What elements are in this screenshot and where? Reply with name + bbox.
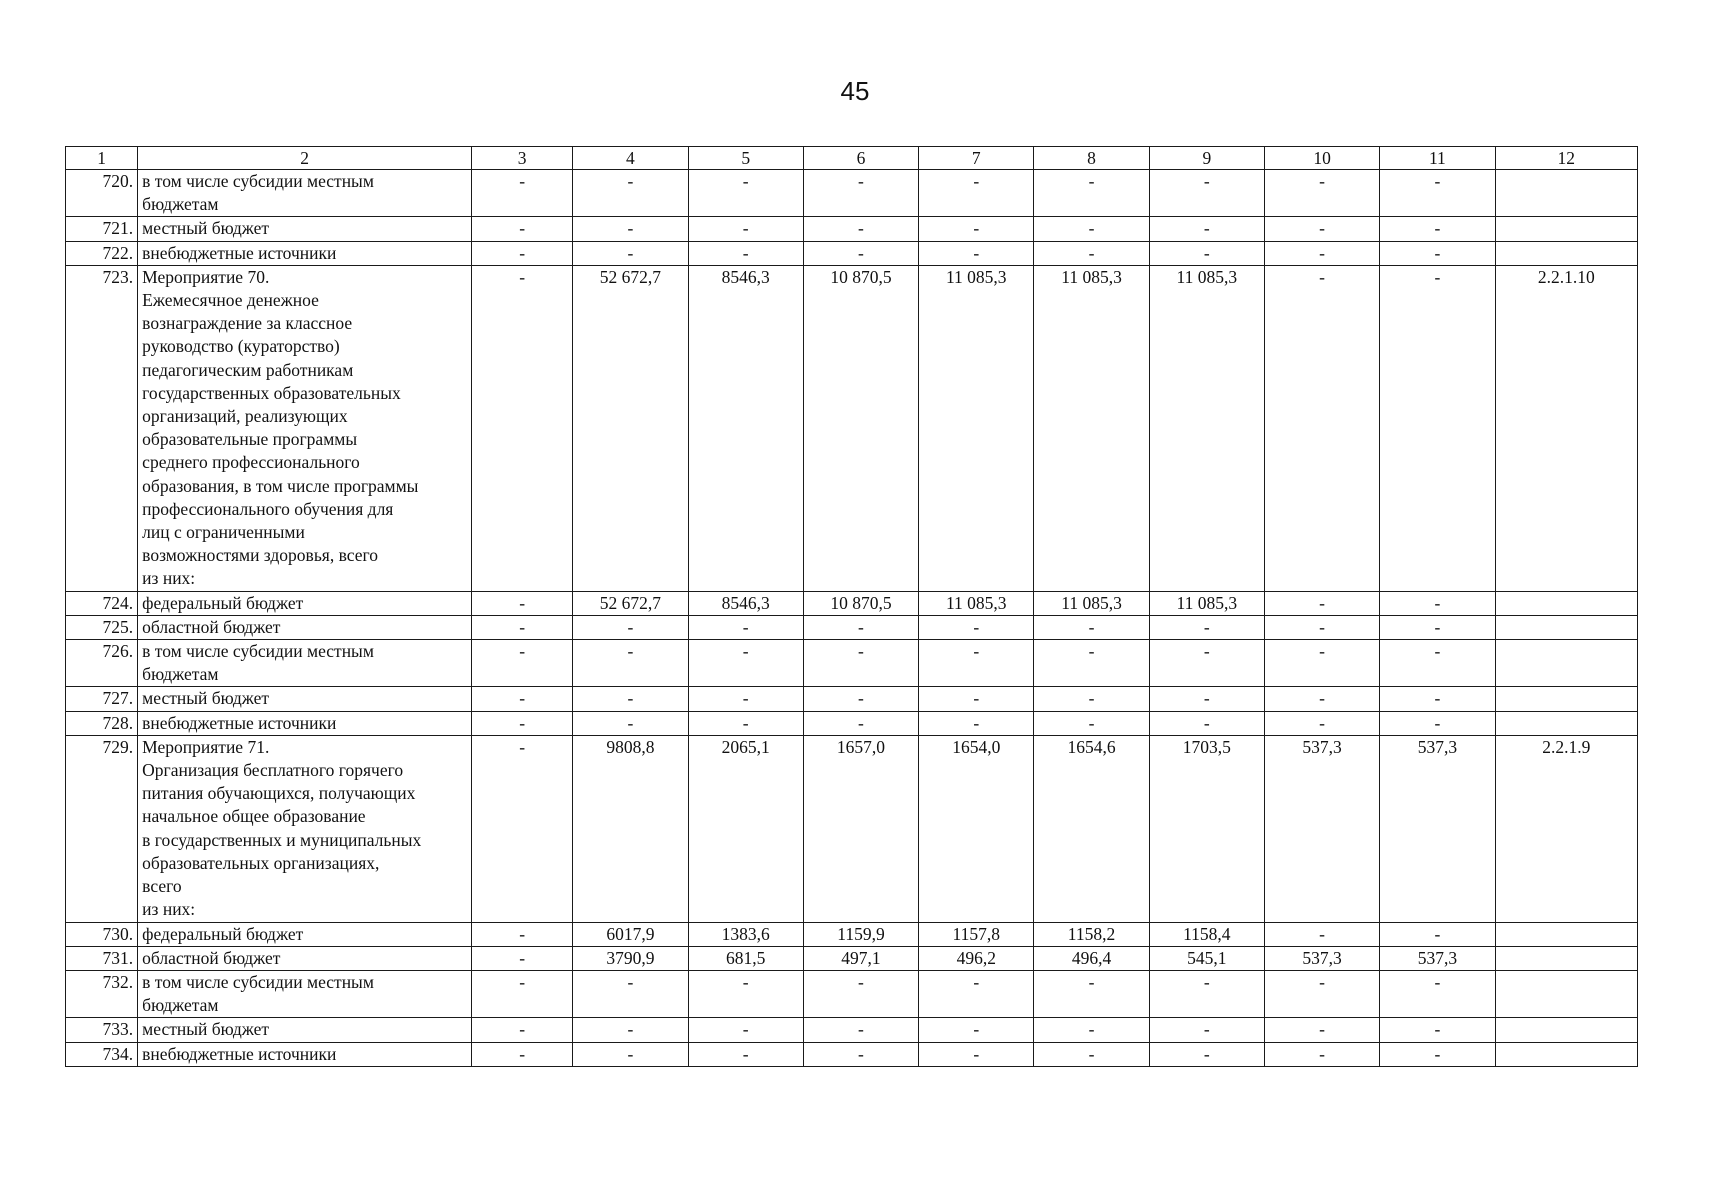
- value-cell: -: [1034, 640, 1149, 687]
- value-cell: -: [688, 970, 803, 1017]
- table-row: [66, 970, 1638, 1017]
- value-cell: -: [1149, 711, 1264, 735]
- description-line: среднего профессионального: [142, 452, 360, 473]
- description-line: в том числе субсидии местным: [142, 641, 374, 662]
- value-cell: 1383,6: [688, 922, 803, 946]
- table-row: [66, 735, 1638, 922]
- value-cell: 1654,6: [1034, 735, 1149, 922]
- row-number: 720.: [66, 170, 138, 217]
- value-cell: -: [1380, 687, 1495, 711]
- goal-code-cell: 2.2.1.10: [1495, 265, 1637, 591]
- row-description: [138, 591, 472, 615]
- value-cell: -: [803, 1042, 918, 1066]
- table-row: [66, 711, 1638, 735]
- value-cell: -: [573, 970, 688, 1017]
- table-row: [66, 640, 1638, 687]
- budget-table: [65, 146, 1638, 1067]
- value-cell: 3790,9: [573, 946, 688, 970]
- value-cell: -: [1264, 265, 1379, 591]
- row-description: [138, 265, 472, 591]
- value-cell: -: [472, 711, 573, 735]
- value-cell: 1158,4: [1149, 922, 1264, 946]
- description-line: из них:: [142, 899, 196, 920]
- value-cell: -: [1149, 615, 1264, 639]
- value-cell: -: [472, 735, 573, 922]
- description-line: педагогическим работникам: [142, 359, 354, 380]
- goal-code-cell: [1495, 170, 1637, 217]
- description-line: Ежемесячное денежное: [142, 290, 319, 311]
- value-cell: -: [803, 711, 918, 735]
- value-cell: -: [472, 922, 573, 946]
- value-cell: -: [573, 217, 688, 241]
- goal-code-cell: [1495, 640, 1637, 687]
- row-number: 731.: [66, 946, 138, 970]
- table-row: [66, 687, 1638, 711]
- value-cell: -: [919, 615, 1034, 639]
- table-row: [66, 922, 1638, 946]
- row-description: [138, 946, 472, 970]
- description-line: бюджетам: [142, 995, 219, 1016]
- row-description: [138, 1042, 472, 1066]
- value-cell: 545,1: [1149, 946, 1264, 970]
- value-cell: 537,3: [1264, 735, 1379, 922]
- value-cell: -: [1380, 711, 1495, 735]
- description-line: питания обучающихся, получающих: [142, 783, 416, 804]
- value-cell: -: [1264, 711, 1379, 735]
- value-cell: -: [1034, 170, 1149, 217]
- value-cell: -: [472, 1042, 573, 1066]
- description-line: в том числе субсидии местным: [142, 171, 374, 191]
- row-description: [138, 687, 472, 711]
- header-cell: 4: [573, 147, 688, 170]
- value-cell: -: [688, 1018, 803, 1042]
- row-number: 725.: [66, 615, 138, 639]
- description-line: образовательные программы: [142, 429, 358, 450]
- value-cell: -: [1034, 711, 1149, 735]
- value-cell: -: [688, 217, 803, 241]
- row-number: 733.: [66, 1018, 138, 1042]
- header-row: [66, 147, 1638, 170]
- description-line: руководство (кураторство): [142, 336, 340, 357]
- value-cell: 1654,0: [919, 735, 1034, 922]
- value-cell: 537,3: [1380, 735, 1495, 922]
- description-line: федеральный бюджет: [142, 923, 304, 944]
- value-cell: 52 672,7: [573, 265, 688, 591]
- description-line: образовательных организациях,: [142, 852, 380, 873]
- row-description: [138, 640, 472, 687]
- value-cell: -: [688, 711, 803, 735]
- row-number: 727.: [66, 687, 138, 711]
- value-cell: -: [919, 687, 1034, 711]
- description-line: бюджетам: [142, 194, 219, 215]
- value-cell: 10 870,5: [803, 265, 918, 591]
- row-number: 722.: [66, 241, 138, 265]
- goal-code-cell: [1495, 922, 1637, 946]
- table-row: [66, 1042, 1638, 1066]
- value-cell: -: [472, 591, 573, 615]
- value-cell: 496,4: [1034, 946, 1149, 970]
- row-number: 724.: [66, 591, 138, 615]
- value-cell: 537,3: [1380, 946, 1495, 970]
- value-cell: -: [1264, 1018, 1379, 1042]
- page-number: 45: [840, 76, 870, 106]
- value-cell: -: [919, 1042, 1034, 1066]
- value-cell: 1159,9: [803, 922, 918, 946]
- row-number: 723.: [66, 265, 138, 591]
- goal-code-cell: [1495, 1018, 1637, 1042]
- description-line: бюджетам: [142, 664, 219, 685]
- row-description: [138, 711, 472, 735]
- value-cell: -: [573, 1042, 688, 1066]
- table-row: [66, 946, 1638, 970]
- value-cell: -: [803, 217, 918, 241]
- value-cell: 1657,0: [803, 735, 918, 922]
- goal-code-cell: [1495, 591, 1637, 615]
- goal-code-cell: 2.2.1.9: [1495, 735, 1637, 922]
- value-cell: 537,3: [1264, 946, 1379, 970]
- value-cell: 6017,9: [573, 922, 688, 946]
- goal-code-cell: [1495, 241, 1637, 265]
- goal-code-cell: [1495, 970, 1637, 1017]
- description-line: вознаграждение за классное: [142, 313, 353, 334]
- value-cell: 497,1: [803, 946, 918, 970]
- value-cell: -: [688, 640, 803, 687]
- value-cell: -: [472, 640, 573, 687]
- value-cell: -: [1380, 170, 1495, 217]
- value-cell: -: [919, 970, 1034, 1017]
- description-line: начальное общее образование: [142, 806, 366, 827]
- row-number: 726.: [66, 640, 138, 687]
- row-description: [138, 615, 472, 639]
- goal-code-cell: [1495, 615, 1637, 639]
- goal-code-cell: [1495, 946, 1637, 970]
- value-cell: -: [1380, 922, 1495, 946]
- value-cell: -: [1380, 265, 1495, 591]
- value-cell: -: [919, 241, 1034, 265]
- value-cell: -: [803, 615, 918, 639]
- value-cell: 11 085,3: [1034, 265, 1149, 591]
- row-number: 734.: [66, 1042, 138, 1066]
- value-cell: -: [1264, 591, 1379, 615]
- description-line: Мероприятие 71.: [142, 736, 270, 757]
- value-cell: -: [803, 687, 918, 711]
- value-cell: -: [1380, 1018, 1495, 1042]
- description-line: в том числе субсидии местным: [142, 971, 374, 992]
- value-cell: -: [1264, 241, 1379, 265]
- value-cell: -: [1380, 1042, 1495, 1066]
- header-cell: 6: [803, 147, 918, 170]
- value-cell: 8546,3: [688, 265, 803, 591]
- value-cell: -: [1149, 217, 1264, 241]
- row-number: 721.: [66, 217, 138, 241]
- value-cell: -: [573, 170, 688, 217]
- header-cell: 11: [1380, 147, 1495, 170]
- table-row: [66, 241, 1638, 265]
- value-cell: 1158,2: [1034, 922, 1149, 946]
- value-cell: -: [1380, 217, 1495, 241]
- row-description: [138, 1018, 472, 1042]
- value-cell: -: [688, 170, 803, 217]
- value-cell: 11 085,3: [1149, 265, 1264, 591]
- value-cell: -: [803, 970, 918, 1017]
- row-number: 732.: [66, 970, 138, 1017]
- value-cell: -: [472, 1018, 573, 1042]
- goal-code-cell: [1495, 217, 1637, 241]
- header-cell: 5: [688, 147, 803, 170]
- row-description: [138, 241, 472, 265]
- value-cell: -: [1264, 217, 1379, 241]
- value-cell: -: [1264, 922, 1379, 946]
- description-line: внебюджетные источники: [142, 712, 337, 733]
- value-cell: -: [1149, 1018, 1264, 1042]
- header-cell: 3: [472, 147, 573, 170]
- value-cell: 10 870,5: [803, 591, 918, 615]
- value-cell: -: [472, 970, 573, 1017]
- value-cell: -: [573, 640, 688, 687]
- value-cell: -: [1380, 640, 1495, 687]
- value-cell: 52 672,7: [573, 591, 688, 615]
- value-cell: -: [688, 687, 803, 711]
- value-cell: -: [1149, 640, 1264, 687]
- row-number: 729.: [66, 735, 138, 922]
- table-body: [66, 170, 1638, 1067]
- value-cell: 11 085,3: [919, 591, 1034, 615]
- value-cell: -: [1149, 170, 1264, 217]
- value-cell: -: [803, 640, 918, 687]
- value-cell: -: [919, 1018, 1034, 1042]
- header-cell: 7: [919, 147, 1034, 170]
- value-cell: -: [1264, 615, 1379, 639]
- value-cell: -: [573, 241, 688, 265]
- value-cell: -: [919, 217, 1034, 241]
- value-cell: -: [688, 615, 803, 639]
- value-cell: -: [1264, 687, 1379, 711]
- description-line: местный бюджет: [142, 688, 269, 709]
- value-cell: -: [1264, 1042, 1379, 1066]
- value-cell: 11 085,3: [1149, 591, 1264, 615]
- value-cell: -: [1034, 241, 1149, 265]
- description-line: лиц с ограниченными: [142, 522, 305, 543]
- value-cell: -: [573, 1018, 688, 1042]
- value-cell: -: [1034, 217, 1149, 241]
- description-line: местный бюджет: [142, 1019, 269, 1040]
- value-cell: -: [472, 265, 573, 591]
- goal-code-cell: [1495, 687, 1637, 711]
- row-description: [138, 970, 472, 1017]
- row-description: [138, 735, 472, 922]
- description-line: профессионального обучения для: [142, 498, 394, 519]
- value-cell: -: [472, 615, 573, 639]
- description-line: государственных образовательных: [142, 382, 401, 403]
- table-row: [66, 217, 1638, 241]
- table-row: [66, 265, 1638, 591]
- value-cell: -: [472, 170, 573, 217]
- description-line: из них:: [142, 568, 196, 589]
- value-cell: 9808,8: [573, 735, 688, 922]
- header-cell: 10: [1264, 147, 1379, 170]
- header-cell: 1: [66, 147, 138, 170]
- row-description: [138, 922, 472, 946]
- row-number: 728.: [66, 711, 138, 735]
- description-line: организаций, реализующих: [142, 406, 348, 427]
- value-cell: -: [472, 217, 573, 241]
- description-line: областной бюджет: [142, 947, 281, 968]
- goal-code-cell: [1495, 711, 1637, 735]
- value-cell: -: [1034, 970, 1149, 1017]
- value-cell: -: [1149, 970, 1264, 1017]
- value-cell: -: [919, 170, 1034, 217]
- table-row: [66, 1018, 1638, 1042]
- description-line: всего: [142, 876, 182, 897]
- goal-code-cell: [1495, 1042, 1637, 1066]
- value-cell: -: [1264, 170, 1379, 217]
- value-cell: -: [1380, 241, 1495, 265]
- value-cell: -: [472, 946, 573, 970]
- description-line: внебюджетные источники: [142, 242, 337, 263]
- description-line: местный бюджет: [142, 218, 269, 239]
- value-cell: 1703,5: [1149, 735, 1264, 922]
- value-cell: 11 085,3: [1034, 591, 1149, 615]
- value-cell: 1157,8: [919, 922, 1034, 946]
- value-cell: -: [803, 170, 918, 217]
- description-line: в государственных и муниципальных: [142, 829, 422, 850]
- value-cell: -: [688, 241, 803, 265]
- value-cell: -: [1264, 640, 1379, 687]
- value-cell: -: [1264, 970, 1379, 1017]
- value-cell: -: [1034, 1018, 1149, 1042]
- header-cell: 9: [1149, 147, 1264, 170]
- table-row: [66, 591, 1638, 615]
- description-line: федеральный бюджет: [142, 592, 304, 613]
- value-cell: -: [1034, 615, 1149, 639]
- value-cell: -: [919, 640, 1034, 687]
- row-description: [138, 217, 472, 241]
- value-cell: -: [1149, 687, 1264, 711]
- description-line: возможностями здоровья, всего: [142, 545, 379, 566]
- value-cell: -: [1149, 241, 1264, 265]
- value-cell: -: [688, 1042, 803, 1066]
- value-cell: -: [573, 711, 688, 735]
- value-cell: -: [472, 687, 573, 711]
- value-cell: -: [1380, 591, 1495, 615]
- row-description: [138, 170, 472, 217]
- table-row: [66, 615, 1638, 639]
- value-cell: 11 085,3: [919, 265, 1034, 591]
- description-line: образования, в том числе программы: [142, 475, 419, 496]
- value-cell: 8546,3: [688, 591, 803, 615]
- value-cell: -: [803, 241, 918, 265]
- description-line: Организация бесплатного горячего: [142, 760, 404, 781]
- value-cell: -: [1380, 615, 1495, 639]
- description-line: областной бюджет: [142, 616, 281, 637]
- value-cell: 496,2: [919, 946, 1034, 970]
- row-number: 730.: [66, 922, 138, 946]
- value-cell: -: [1380, 970, 1495, 1017]
- table-row: [66, 170, 1638, 217]
- value-cell: -: [919, 711, 1034, 735]
- value-cell: -: [573, 687, 688, 711]
- value-cell: -: [803, 1018, 918, 1042]
- header-cell: 2: [138, 147, 472, 170]
- value-cell: -: [1034, 687, 1149, 711]
- value-cell: 681,5: [688, 946, 803, 970]
- header-cell: 8: [1034, 147, 1149, 170]
- description-line: внебюджетные источники: [142, 1043, 337, 1064]
- value-cell: -: [1149, 1042, 1264, 1066]
- header-cell: 12: [1495, 147, 1637, 170]
- value-cell: -: [1034, 1042, 1149, 1066]
- value-cell: -: [472, 241, 573, 265]
- description-line: Мероприятие 70.: [142, 266, 270, 287]
- value-cell: 2065,1: [688, 735, 803, 922]
- value-cell: -: [573, 615, 688, 639]
